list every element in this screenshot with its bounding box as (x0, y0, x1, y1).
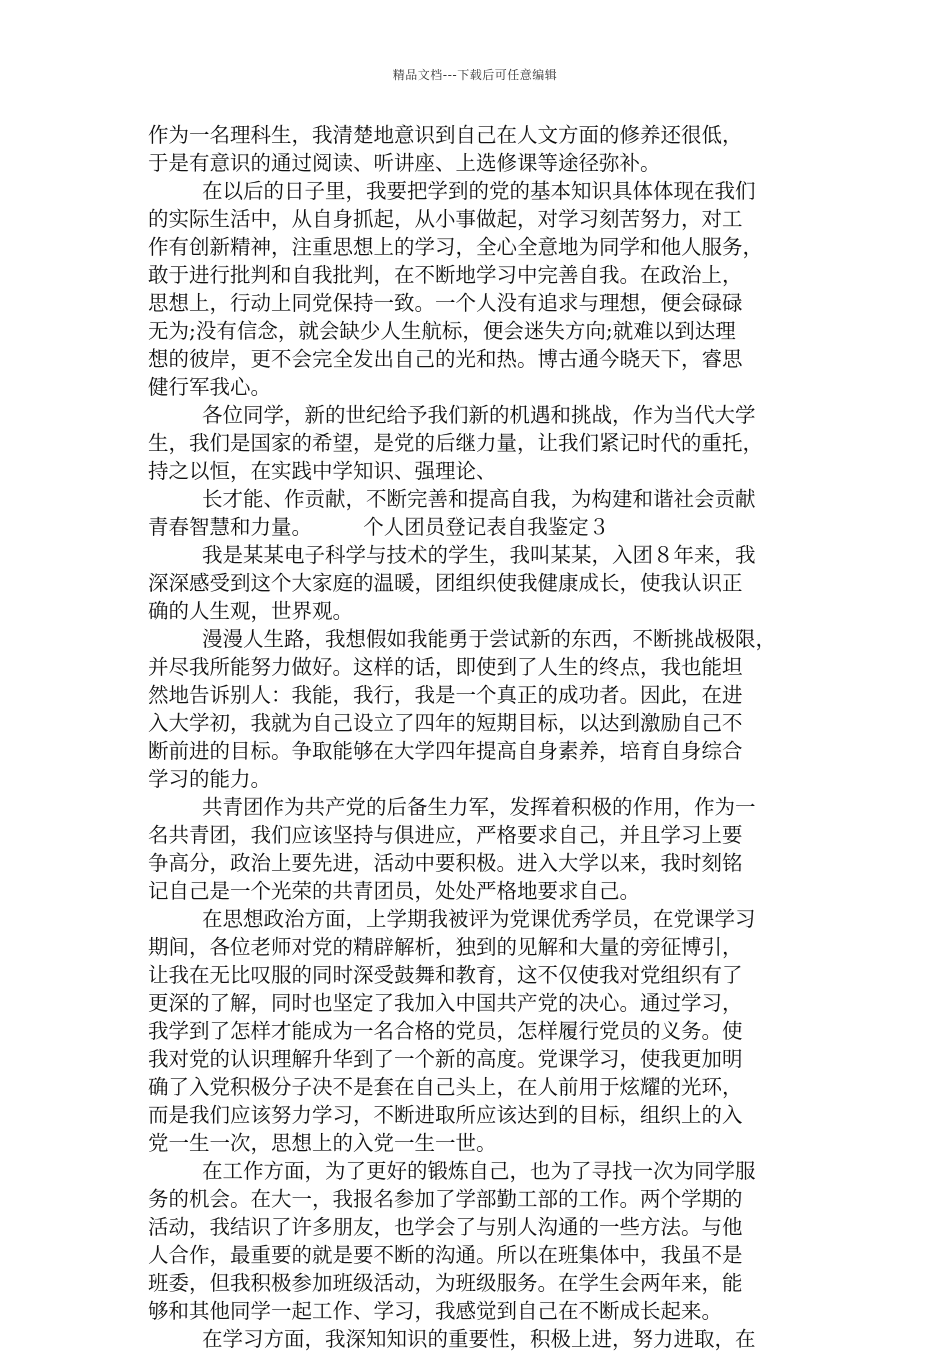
text-line: 入大学初，我就为自己设立了四年的短期目标，以达到激励自己不 (148, 711, 743, 735)
text-line: 人合作，最重要的就是要不断的沟通。所以在班集体中，我虽不是 (148, 1243, 743, 1267)
text-line: 更深的了解，同时也坚定了我加入中国共产党的决心。通过学习， (148, 991, 743, 1015)
text-line: 的实际生活中，从自身抓起，从小事做起，对学习刻苦努力，对工 (148, 207, 743, 231)
text-line: 确了入党积极分子决不是套在自己头上，在人前用于炫耀的光环， (148, 1075, 743, 1099)
text-line: 在工作方面，为了更好的锻炼自己，也为了寻找一次为同学服 (202, 1159, 756, 1183)
text-line: 在学习方面，我深知知识的重要性，积极上进，努力进取，在 (202, 1327, 756, 1351)
document-body (148, 121, 808, 1353)
text-line: 在思想政治方面，上学期我被评为党课优秀学员，在党课学习 (202, 907, 756, 931)
text-line: 各位同学，新的世纪给予我们新的机遇和挑战，作为当代大学 (202, 403, 756, 427)
text-line: 期间，各位老师对党的精辟解析，独到的见解和大量的旁征博引， (148, 935, 743, 959)
text-line: 活动，我结识了许多朋友，也学会了与别人沟通的一些方法。与他 (148, 1215, 743, 1239)
text-line: 思想上，行动上同党保持一致。一个人没有追求与理想，便会碌碌 (148, 291, 743, 315)
text-line: 长才能、作贡献，不断完善和提高自我，为构建和谐社会贡献 (202, 487, 756, 511)
text-line: 务的机会。在大一，我报名参加了学部勤工部的工作。两个学期的 (148, 1187, 743, 1211)
text-line: 我对党的认识理解升华到了一个新的高度。党课学习，使我更加明 (148, 1047, 743, 1071)
text-line: 并尽我所能努力做好。这样的话，即使到了人生的终点，我也能坦 (148, 655, 743, 679)
text-line: 班委，但我积极参加班级活动，为班级服务。在学生会两年来，能 (148, 1271, 743, 1295)
text-line: 漫漫人生路，我想假如我能勇于尝试新的东西，不断挑战极限， (202, 627, 776, 651)
text-line: 无为;没有信念，就会缺少人生航标，便会迷失方向;就难以到达理 (148, 319, 736, 343)
text-line: 断前进的目标。争取能够在大学四年提高自身素养，培育自身综合 (148, 739, 743, 763)
text-line: 于是有意识的通过阅读、听讲座、上选修课等途径弥补。 (148, 151, 661, 175)
text-line: 记自己是一个光荣的共青团员，处处严格地要求自己。 (148, 879, 640, 903)
text-line: 深深感受到这个大家庭的温暖，团组织使我健康成长，使我认识正 (148, 571, 743, 595)
text-line: 在以后的日子里，我要把学到的党的基本知识具体体现在我们 (202, 179, 756, 203)
text-line: 作为一名理科生，我清楚地意识到自己在人文方面的修养还很低， (148, 123, 743, 147)
text-line: 然地告诉别人：我能，我行，我是一个真正的成功者。因此，在进 (148, 683, 743, 707)
text-line: 持之以恒，在实践中学知识、强理论、 (148, 459, 497, 483)
text-line: 敢于进行批判和自我批判，在不断地学习中完善自我。在政治上， (148, 263, 743, 287)
text-line: 我是某某电子科学与技术的学生，我叫某某，入团８年来，我 (202, 543, 756, 567)
text-line: 党一生一次，思想上的入党一生一世。 (148, 1131, 497, 1155)
text-line: 作有创新精神，注重思想上的学习，全心全意地为同学和他人服务， (148, 235, 763, 259)
text-line: 名共青团，我们应该坚持与俱进应，严格要求自己，并且学习上要 (148, 823, 743, 847)
text-line: 争高分，政治上要先进，活动中要积极。进入大学以来，我时刻铭 (148, 851, 743, 875)
text-line: 我学到了怎样才能成为一名合格的党员，怎样履行党员的义务。使 (148, 1019, 743, 1043)
text-line: 共青团作为共产党的后备生力军，发挥着积极的作用，作为一 (202, 795, 756, 819)
text-line: 学习的能力。 (148, 767, 271, 791)
page-header: 精品文档---下载后可任意编辑 (392, 68, 558, 82)
text-line: 让我在无比叹服的同时深受鼓舞和教育，这不仅使我对党组织有了 (148, 963, 743, 987)
text-line: 想的彼岸，更不会完全发出自己的光和热。博古通今晓天下，睿思 (148, 347, 743, 371)
text-line: 青春智慧和力量。 个人团员登记表自我鉴定３ (148, 515, 610, 539)
text-line: 而是我们应该努力学习，不断进取所应该达到的目标，组织上的入 (148, 1103, 743, 1127)
text-line: 生，我们是国家的希望，是党的后继力量，让我们紧记时代的重托， (148, 431, 763, 455)
text-line: 够和其他同学一起工作、学习，我感觉到自己在不断成长起来。 (148, 1299, 722, 1323)
text-line: 健行军我心。 (148, 375, 271, 399)
text-line: 确的人生观，世界观。 (148, 599, 353, 623)
